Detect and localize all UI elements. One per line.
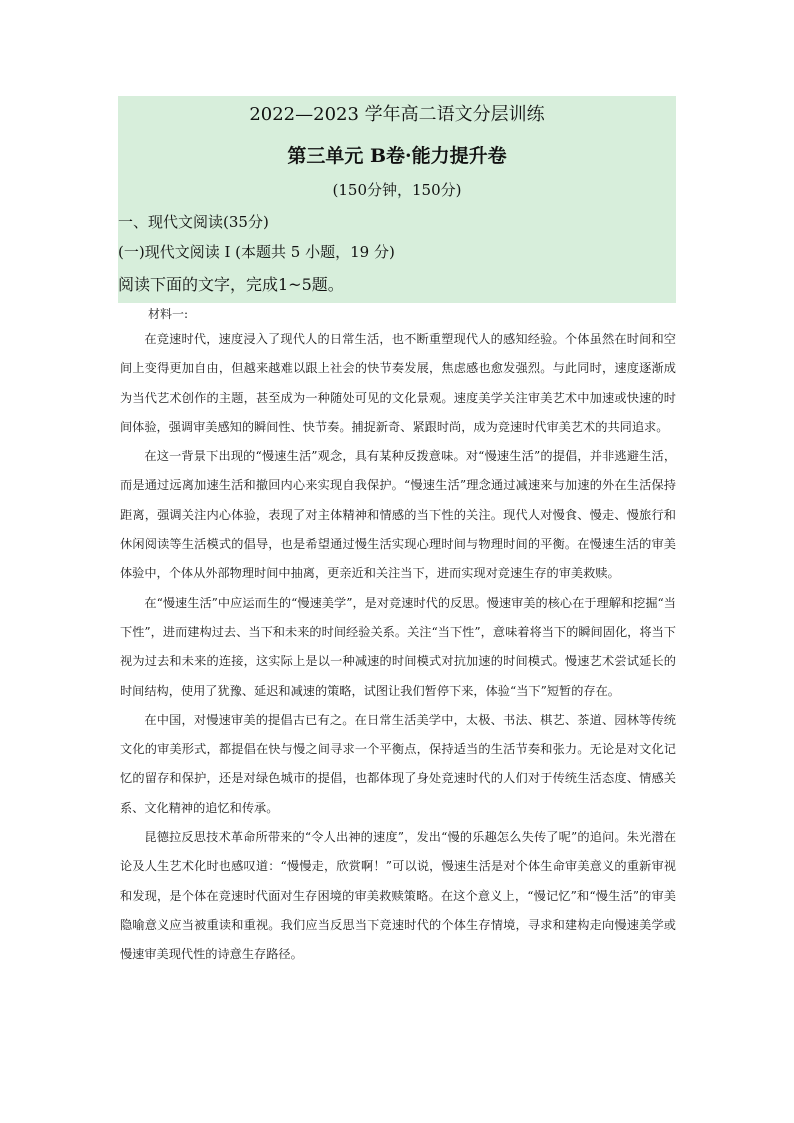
reading-instruction: 阅读下面的文字，完成1~5题。 [118,275,344,294]
document-title: 2022—2023 学年高二语文分层训练 [249,104,545,125]
paragraph: 在这一背景下出现的“慢速生活”观念，具有某种反拨意味。对“慢速生活”的提倡，并非逃避生活，而是通过远离加速生活和撤回内心来实现自我保护。“慢速生活”理念通过减速来与加速的外在生活保持距离，强调关注内心体验，表现了对主体精神和情感的当下性的关注。现代人对慢食、慢走、慢旅行和休闲阅读等生活模式的倡导，也是希望通过慢生活实现心理时间与物理时间的平衡。在慢速生活的审美体验中，个体从外部物理时间中抽离，更亲近和关注当下，进而实现对竞速生存的审美救赎。 [120,449,676,581]
time-score-note: (150分钟，150分) [332,181,462,199]
document-subtitle: 第三单元 B卷·能力提升卷 [287,145,507,167]
paragraph: 在中国，对慢速审美的提倡古已有之。在日常生活美学中，太极、书法、棋艺、茶道、园林等传统文化的审美形式，都提倡在快与慢之间寻求一个平衡点，保持适当的生活节奏和张力。无论是对文化记忆的留存和保护，还是对绿色城市的提倡，也都体现了身处竞速时代的人们对于传统生活态度、情感关系、文化精神的追忆和传承。 [120,712,676,815]
section-heading-part1: 一、现代文阅读(35分) [118,213,269,231]
paragraph: 昆德拉反思技术革命所带来的“令人出神的速度”，发出“慢的乐趣怎么失传了呢”的追问。朱光潜在论及人生艺术化时也感叹道：“慢慢走，欣赏啊！”可以说，慢速生活是对个体生命审美意义的重新审视和发现，是个体在竞速时代面对生存困境的审美救赎策略。在这个意义上，“慢记忆”和“慢生活”的审美隐喻意义应当被重读和重视。我们应当反思当下竞速时代的个体生存情境，寻求和建构走向慢速美学或慢速审美现代性的诗意生存路径。 [120,830,676,962]
material-body [120,325,676,970]
paragraph: 在“慢速生活”中应运而生的“慢速美学”，是对竞速时代的反思。慢速审美的核心在于理解和挖掘“当下性”，进而建构过去、当下和未来的时间经验关系。关注“当下性”，意味着将当下的瞬间固化，将当下视为过去和未来的连接，这实际上是以一种减速的时间模式对抗加速的时间模式。慢速艺术尝试延长的时间结构，使用了犹豫、延迟和减速的策略，试图让我们暂停下来，体验“当下”短暂的存在。 [120,595,676,698]
paragraph: 在竞速时代，速度浸入了现代人的日常生活，也不断重塑现代人的感知经验。个体虽然在时间和空间上变得更加自由，但越来越难以跟上社会的快节奏发展，焦虑感也愈发强烈。与此同时，速度逐渐成为当代艺术创作的主题，甚至成为一种随处可见的文化景观。速度美学关注审美艺术中加速或快速的时间体验，强调审美感知的瞬间性、快节奏。捕捉新奇、紧跟时尚，成为竞速时代审美艺术的共同追求。 [120,332,676,434]
material-label: 材料一: [148,307,189,321]
section-heading-reading1: (一)现代文阅读 I (本题共 5 小题，19 分) [118,243,395,261]
